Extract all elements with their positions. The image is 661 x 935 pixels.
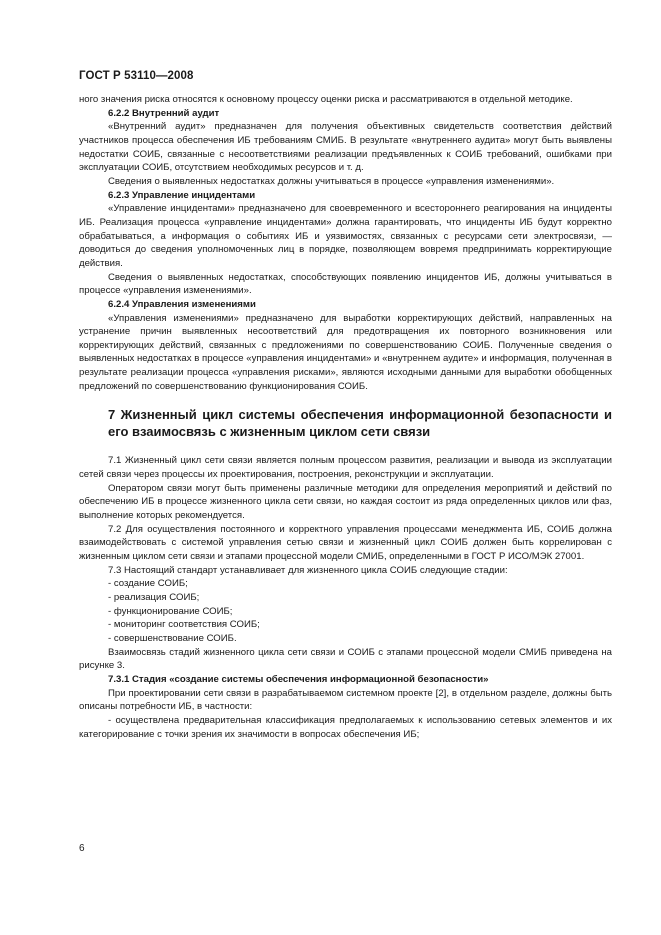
list-item: - совершенствование СОИБ. [108,632,237,644]
list-item: - реализация СОИБ; [108,592,200,603]
document-body [79,93,612,741]
paragraph: «Управление инцидентами» предназначено для своевременного и всестороннего реагирования на инциденты ИБ. Реализация процесса «управление инцидентами» должна гарантировать, что инциденты ИБ будут корректно обрабатываться, а информация о событиях ИБ и уязвимостях, связанных с ресурсами сети электросвязи, — доводиться до сведения уполномоченных лиц в порядке, позволяющем вовремя предпринимать корректирующие действия. [79,203,612,269]
paragraph: При проектировании сети связи в разрабатываемом системном проекте [2], в отдельном разделе, должны быть описаны потребности ИБ, в частности: [79,687,612,713]
paragraph: 7.3 Настоящий стандарт устанавливает для жизненного цикла СОИБ следующие стадии: [108,564,508,576]
paragraph: «Управления изменениями» предназначено для выработки корректирующих действий, направленных на устранение причин выявленных несоответствий для предотвращения их повторного возникновения или корректирующих действий, связанных с предложениями по совершенствованию СОИБ. Полученные сведения о выявленных недостатках в процессе «управления инцидентами» и «внутреннем аудите» и информация, полученная в результате реализации процесса «управления рисками», являются исходными данными для выработки обобщенных предложений по совершенствованию функционирования СОИБ. [79,312,612,392]
paragraph-continuation: ного значения риска относятся к основному процессу оценки риска и рассматриваются в отдельной методике. [79,94,573,105]
section-heading-7: 7 Жизненный цикл системы обеспечения информационной безопасности и его взаимосвязь с жизненным циклом сети связи [108,407,612,440]
section-heading-6-2-3: 6.2.3 Управление инцидентами [108,189,256,201]
paragraph: «Внутренний аудит» предназначен для получения объективных свидетельств соответствия действий участников процесса обеспечения ИБ требованиям СМИБ. В результате «внутреннего аудита» могут быть выявлены недостатки СОИБ, связанные с несоответствиями реализации предъявленных к СОИБ требований, ошибками при эксплуатации СОИБ, отсутствием необходимых ресурсов и т. д. [79,121,612,174]
stages-list [79,577,612,645]
page-number: 6 [79,843,85,854]
paragraph: Оператором связи могут быть применены различные методики для определения мероприятий и действий по обеспечению ИБ в процессе жизненного цикла сети связи, но каждая состоит из ряда определенных циклов или фаз, выполнение которых рекомендуется. [79,482,612,522]
paragraph: Сведения о выявленных недостатках должны учитываться в процессе «управления изменениями». [108,175,555,187]
list-item: - мониторинг соответствия СОИБ; [108,619,260,631]
paragraph: 7.2 Для осуществления постоянного и корректного управления процессами менеджмента ИБ, СОИБ должна взаимодействовать с системой управления сетью связи и жизненный цикл СОИБ должен быть коррелирован с жизненным циклом сети связи и этапами процессной модели СМИБ, определенными в ГОСТ Р ИСО/МЭК 27001. [79,523,612,563]
paragraph: - осуществлена предварительная классификация предполагаемых к использованию сетевых элементов и их категорирование с точки зрения их значимости в вопросах обеспечения ИБ; [79,714,612,740]
paragraph: Взаимосвязь стадий жизненного цикла сети связи и СОИБ с этапами процессной модели СМИБ приведена на рисунке 3. [79,646,612,672]
paragraph: 7.1 Жизненный цикл сети связи является полным процессом развития, реализации и вывода из эксплуатации сетей связи через процессы их проектирования, построения, реконструкции и эксплуатации. [79,455,612,481]
standard-header: ГОСТ Р 53110—2008 [79,70,194,82]
paragraph: Сведения о выявленных недостатках, способствующих появлению инцидентов ИБ, должны учитываться в процессе «управления изменениями». [79,271,612,297]
list-item: - создание СОИБ; [108,578,188,590]
section-heading-6-2-4: 6.2.4 Управления изменениями [108,298,256,310]
section-heading-7-3-1: 7.3.1 Стадия «создание системы обеспечения информационной безопасности» [108,673,489,685]
section-heading-6-2-2: 6.2.2 Внутренний аудит [108,107,220,119]
list-item: - функционирование СОИБ; [108,605,233,617]
